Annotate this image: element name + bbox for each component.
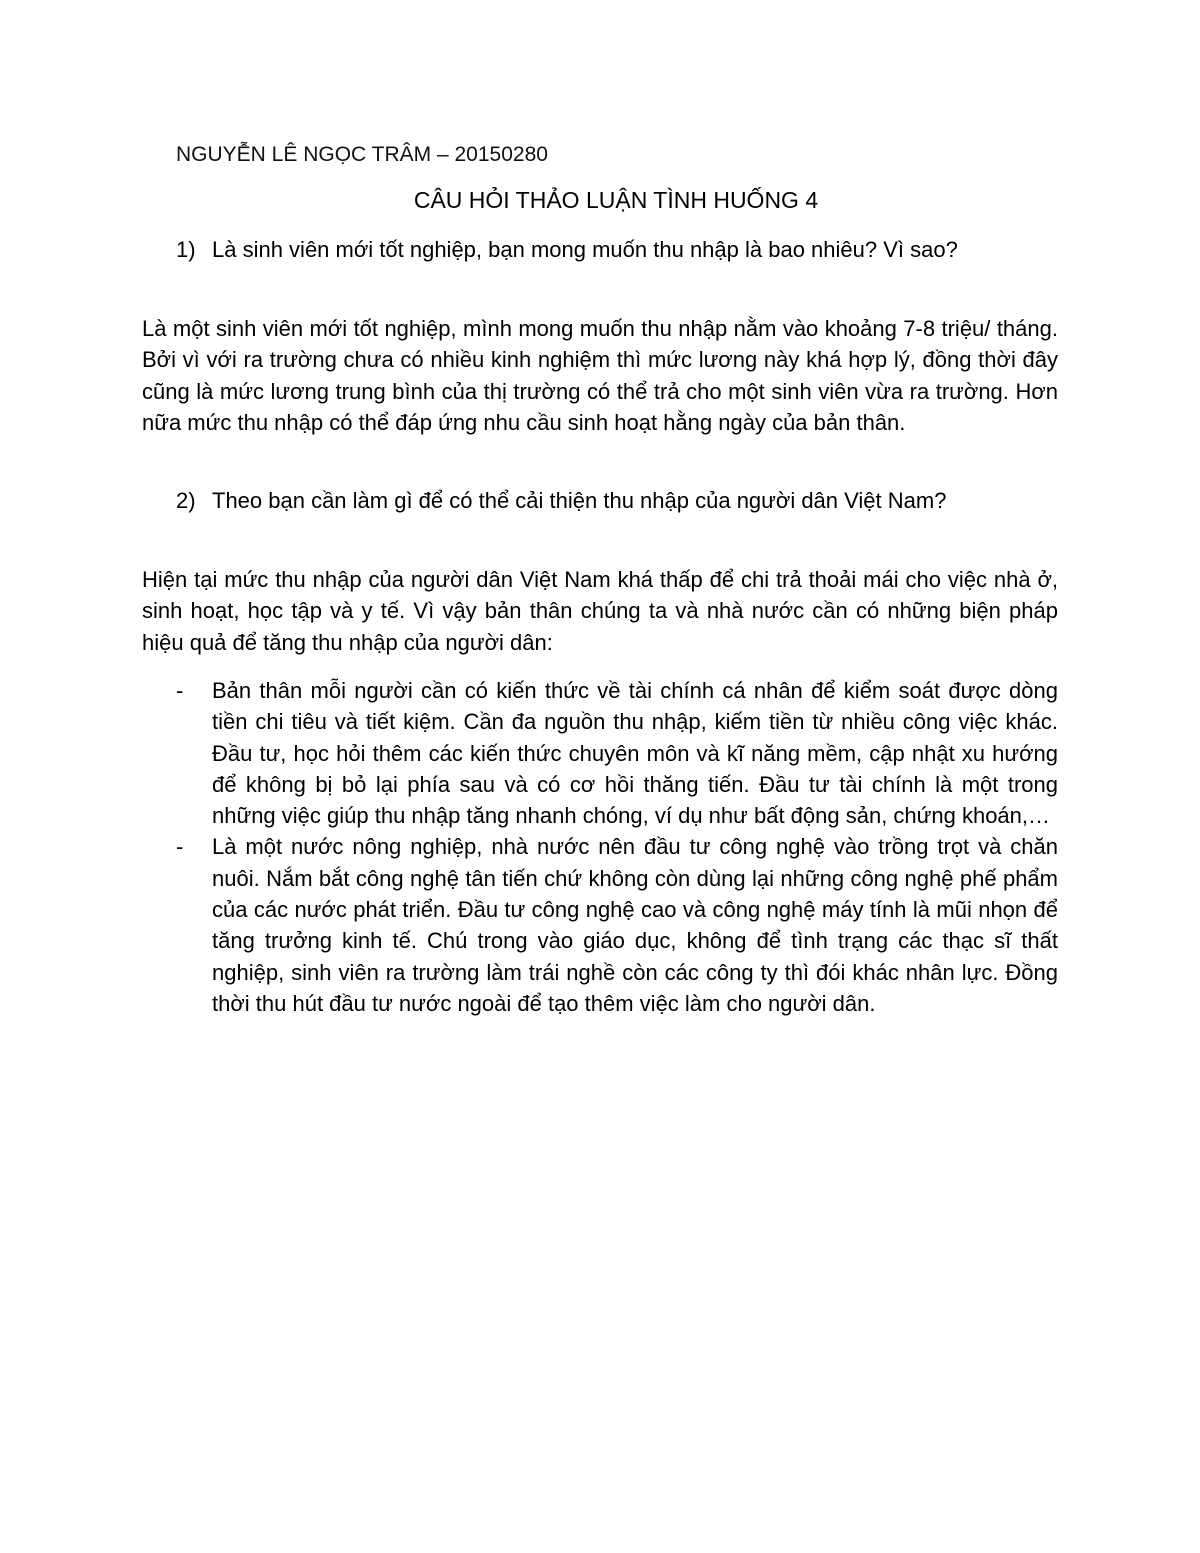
- list-item: [176, 675, 1058, 831]
- question-1: [176, 234, 1058, 265]
- question-text: Là sinh viên mới tốt nghiệp, bạn mong muốn thu nhập là bao nhiêu? Vì sao?: [212, 237, 958, 262]
- bullet-text: Bản thân mỗi người cần có kiến thức về tài chính cá nhân để kiểm soát được dòng tiền chi tiêu và tiết kiệm. Cần đa nguồn thu nhập, kiếm tiền từ nhiều công việc khác. Đầu tư, học hỏi thêm các kiến thức chuyên môn và kĩ năng mềm, cập nhật xu hướng để không bị bỏ lại phía sau và có cơ hồi thăng tiến. Đầu tư tài chính là một trong những việc giúp thu nhập tăng nhanh chóng, ví dụ như bất động sản, chứng khoán,…: [212, 678, 1058, 829]
- document-title: CÂU HỎI THẢO LUẬN TÌNH HUỐNG 4: [413, 187, 819, 213]
- question-number: 1): [176, 237, 196, 262]
- question-2: [176, 485, 1058, 516]
- bullet-dash: -: [176, 834, 184, 860]
- bullet-text: Là một nước nông nghiệp, nhà nước nên đầu tư công nghệ vào trồng trọt và chăn nuôi. Nắm bắt công nghệ tân tiến chứ không còn dùng lại những công nghệ phế phẩm của các nước phát triển. Đầu tư công nghệ cao và công nghệ máy tính là mũi nhọn để tăng trưởng kinh tế. Chú trong vào giáo dục, không để tình trạng các thạc sĩ thất nghiệp, sinh viên ra trường làm trái nghề còn các công ty thì đói khác nhân lực. Đồng thời thu hút đầu tư nước ngoài để tạo thêm việc làm cho người dân.: [212, 834, 1058, 1016]
- list-item: [176, 831, 1058, 1019]
- answer-1-paragraph: Là một sinh viên mới tốt nghiệp, mình mong muốn thu nhập nằm vào khoảng 7-8 triệu/ tháng. Bởi vì với ra trường chưa có nhiều kinh nghiệm thì mức lương này khá hợp lý, đồng thời đây cũng là mức lương trung bình của thị trường có thể trả cho một sinh viên vừa ra trường. Hơn nữa mức thu nhập có thể đáp ứng nhu cầu sinh hoạt hằng ngày của bản thân.: [142, 316, 1058, 436]
- author-line: NGUYỄN LÊ NGỌC TRÂM – 20150280: [176, 143, 548, 166]
- bullet-dash: -: [176, 678, 184, 703]
- question-number: 2): [176, 488, 196, 513]
- answer-2-paragraph: Hiện tại mức thu nhập của người dân Việt Nam khá thấp để chi trả thoải mái cho việc nhà ở, sinh hoạt, học tập và y tế. Vì vậy bản thân chúng ta và nhà nước cần có những biện pháp hiệu quả để tăng thu nhập của người dân:: [142, 567, 1058, 655]
- question-text: Theo bạn cần làm gì để có thể cải thiện thu nhập của người dân Việt Nam?: [212, 488, 947, 513]
- answer-2-bullet-list: [176, 675, 1058, 1019]
